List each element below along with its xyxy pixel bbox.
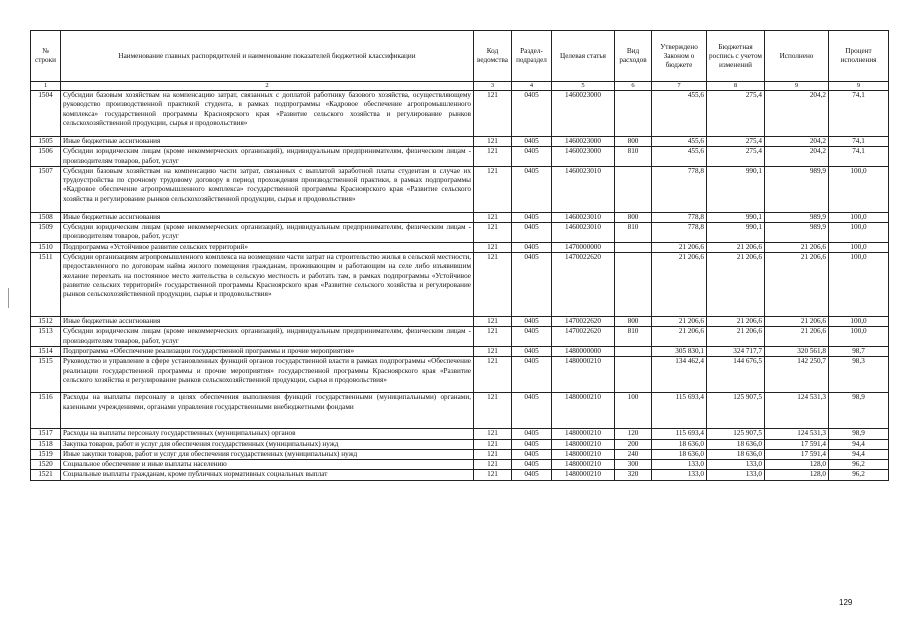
row-target: 1460023010 — [552, 212, 615, 222]
row-executed: 204,2 — [765, 147, 829, 167]
row-schedule: 324 717,7 — [707, 346, 765, 356]
row-exp-type — [615, 166, 652, 212]
row-executed: 128,0 — [765, 470, 829, 480]
row-number: 1518 — [31, 439, 61, 449]
row-number: 1516 — [31, 393, 61, 429]
row-number: 1506 — [31, 147, 61, 167]
row-schedule: 21 206,6 — [707, 317, 765, 327]
row-section: 0405 — [512, 223, 552, 243]
page-number: 129 — [839, 598, 853, 607]
row-number: 1511 — [31, 253, 61, 317]
row-executed: 128,0 — [765, 460, 829, 470]
row-dept-code: 121 — [474, 137, 512, 147]
column-number: 6 — [615, 82, 652, 91]
row-executed: 320 561,8 — [765, 346, 829, 356]
row-exp-type — [615, 357, 652, 393]
budget-table — [30, 30, 889, 481]
row-dept-code: 121 — [474, 470, 512, 480]
row-name: Субсидии юридическим лицам (кроме некоммерческих организаций), индивидуальным предпринимателям, физическим лицам - производителям товаров, работ, услуг — [61, 147, 474, 167]
row-dept-code: 121 — [474, 393, 512, 429]
row-section: 0405 — [512, 357, 552, 393]
row-percent: 94,4 — [829, 439, 889, 449]
table-row — [31, 327, 889, 347]
row-approved: 18 636,0 — [652, 439, 707, 449]
row-name: Подпрограмма «Обеспечение реализации государственной программы и прочие мероприятия» — [61, 346, 474, 356]
row-target: 1480000210 — [552, 429, 615, 439]
row-executed: 17 591,4 — [765, 449, 829, 459]
row-executed: 21 206,6 — [765, 327, 829, 347]
row-schedule: 990,1 — [707, 223, 765, 243]
row-name: Иные бюджетные ассигнования — [61, 212, 474, 222]
row-percent: 100,0 — [829, 242, 889, 252]
row-target: 1480000210 — [552, 393, 615, 429]
table-row — [31, 91, 889, 137]
row-number: 1517 — [31, 429, 61, 439]
table-row — [31, 393, 889, 429]
row-section: 0405 — [512, 393, 552, 429]
row-dept-code: 121 — [474, 357, 512, 393]
column-number: 5 — [552, 82, 615, 91]
table-row — [31, 137, 889, 147]
row-target: 1480000210 — [552, 449, 615, 459]
row-name: Субсидии юридическим лицам (кроме некоммерческих организаций), индивидуальным предпринимателям, физическим лицам - производителям товаров, работ, услуг — [61, 327, 474, 347]
row-dept-code: 121 — [474, 147, 512, 167]
row-schedule: 275,4 — [707, 91, 765, 137]
column-number: 3 — [474, 82, 512, 91]
row-name: Социальные выплаты гражданам, кроме публичных нормативных социальных выплат — [61, 470, 474, 480]
row-number: 1513 — [31, 327, 61, 347]
row-target: 1470022620 — [552, 317, 615, 327]
row-executed: 21 206,6 — [765, 317, 829, 327]
column-number: 9 — [765, 82, 829, 91]
row-dept-code: 121 — [474, 429, 512, 439]
row-executed: 204,2 — [765, 137, 829, 147]
row-approved: 115 693,4 — [652, 429, 707, 439]
row-percent: 74,1 — [829, 147, 889, 167]
row-exp-type: 810 — [615, 223, 652, 243]
row-executed: 124 531,3 — [765, 429, 829, 439]
table-row — [31, 242, 889, 252]
header-exp-type: Вид расходов — [615, 31, 652, 82]
row-number: 1514 — [31, 346, 61, 356]
row-name: Расходы на выплаты персоналу в целях обеспечения выполнения функций государственными (муниципальными) органами, казенными учреждениями, органами управления государственными внебюджетными фондами — [61, 393, 474, 429]
row-number: 1515 — [31, 357, 61, 393]
header-row-no: № строки — [31, 31, 61, 82]
header-target: Целевая статья — [552, 31, 615, 82]
column-number: 7 — [652, 82, 707, 91]
table-row — [31, 253, 889, 317]
row-percent: 100,0 — [829, 212, 889, 222]
row-name: Субсидии базовым хозяйствам на компенсацию части затрат, связанных с выплатой заработной платы студентам в случае их трудоустройства по срочному трудовому договору в период прохождения производственной практики, в рамках подпрограммы «Кадровое обеспечение агропромышленного комплекса» государственной программы Красноярского края «Развитие сельского хозяйства и регулирование рынков сельскохозяйственной продукции, сырья и продовольствия» — [61, 166, 474, 212]
row-number: 1508 — [31, 212, 61, 222]
row-schedule: 21 206,6 — [707, 327, 765, 347]
row-percent: 74,1 — [829, 91, 889, 137]
row-name: Иные закупки товаров, работ и услуг для обеспечения государственных (муниципальных) нужд — [61, 449, 474, 459]
row-name: Социальное обеспечение и иные выплаты населению — [61, 460, 474, 470]
row-schedule: 21 206,6 — [707, 253, 765, 317]
row-target: 1480000210 — [552, 470, 615, 480]
row-name: Иные бюджетные ассигнования — [61, 137, 474, 147]
row-target: 1480000210 — [552, 439, 615, 449]
row-exp-type — [615, 346, 652, 356]
row-section: 0405 — [512, 470, 552, 480]
row-exp-type: 810 — [615, 327, 652, 347]
row-executed: 21 206,6 — [765, 242, 829, 252]
header-name: Наименование главных распорядителей и наименование показателей бюджетной классификации — [61, 31, 474, 82]
column-number: 4 — [512, 82, 552, 91]
row-approved: 305 830,1 — [652, 346, 707, 356]
row-executed: 124 531,3 — [765, 393, 829, 429]
row-exp-type: 240 — [615, 449, 652, 459]
row-name: Субсидии базовым хозяйствам на компенсацию затрат, связанных с доплатой работнику базового хозяйства, осуществляющему руководство производственной практикой студента, в рамках подпрограммы «Кадровое обеспечение агропромышленного комплекса» государственной программы Красноярского края «Развитие сельского хозяйства и регулирование рынков сельскохозяйственной продукции, сырья и продовольствия» — [61, 91, 474, 137]
row-executed: 17 591,4 — [765, 439, 829, 449]
row-dept-code: 121 — [474, 327, 512, 347]
row-executed: 21 206,6 — [765, 253, 829, 317]
row-schedule: 125 907,5 — [707, 393, 765, 429]
table-row — [31, 460, 889, 470]
column-number: 8 — [707, 82, 765, 91]
column-number: 1 — [31, 82, 61, 91]
row-number: 1520 — [31, 460, 61, 470]
row-dept-code: 121 — [474, 223, 512, 243]
row-exp-type: 200 — [615, 439, 652, 449]
row-section: 0405 — [512, 327, 552, 347]
row-dept-code: 121 — [474, 212, 512, 222]
header-section: Раздел-подраздел — [512, 31, 552, 82]
row-schedule: 125 907,5 — [707, 429, 765, 439]
table-row — [31, 346, 889, 356]
header-dept-code: Код ведомства — [474, 31, 512, 82]
row-percent: 98,9 — [829, 393, 889, 429]
row-name: Закупка товаров, работ и услуг для обеспечения государственных (муниципальных) нужд — [61, 439, 474, 449]
row-exp-type: 120 — [615, 429, 652, 439]
row-dept-code: 121 — [474, 346, 512, 356]
row-dept-code: 121 — [474, 439, 512, 449]
row-target: 1460023000 — [552, 147, 615, 167]
row-exp-type: 300 — [615, 460, 652, 470]
row-target: 1470022620 — [552, 327, 615, 347]
row-target: 1460023010 — [552, 223, 615, 243]
row-dept-code: 121 — [474, 91, 512, 137]
row-name: Иные бюджетные ассигнования — [61, 317, 474, 327]
row-percent: 100,0 — [829, 253, 889, 317]
row-section: 0405 — [512, 166, 552, 212]
row-approved: 778,8 — [652, 223, 707, 243]
row-number: 1510 — [31, 242, 61, 252]
table-row — [31, 223, 889, 243]
row-section: 0405 — [512, 439, 552, 449]
row-approved: 134 462,4 — [652, 357, 707, 393]
header-approved: Утверждено Законом о бюджете — [652, 31, 707, 82]
row-schedule: 275,4 — [707, 147, 765, 167]
row-target: 1480000000 — [552, 346, 615, 356]
table-row — [31, 166, 889, 212]
row-number: 1507 — [31, 166, 61, 212]
row-section: 0405 — [512, 253, 552, 317]
row-section: 0405 — [512, 449, 552, 459]
row-section: 0405 — [512, 346, 552, 356]
row-percent: 100,0 — [829, 223, 889, 243]
row-dept-code: 121 — [474, 449, 512, 459]
row-dept-code: 121 — [474, 253, 512, 317]
table-body — [31, 91, 889, 481]
row-number: 1512 — [31, 317, 61, 327]
row-approved: 455,6 — [652, 147, 707, 167]
row-exp-type — [615, 253, 652, 317]
row-section: 0405 — [512, 317, 552, 327]
row-schedule: 144 676,5 — [707, 357, 765, 393]
row-exp-type: 810 — [615, 147, 652, 167]
row-percent: 96,2 — [829, 470, 889, 480]
row-approved: 21 206,6 — [652, 253, 707, 317]
row-target: 1470000000 — [552, 242, 615, 252]
row-number: 1521 — [31, 470, 61, 480]
row-section: 0405 — [512, 137, 552, 147]
row-approved: 778,8 — [652, 212, 707, 222]
row-approved: 21 206,6 — [652, 317, 707, 327]
row-dept-code: 121 — [474, 317, 512, 327]
row-percent: 98,9 — [829, 429, 889, 439]
row-exp-type — [615, 91, 652, 137]
table-row — [31, 449, 889, 459]
row-target: 1480000210 — [552, 357, 615, 393]
row-percent: 94,4 — [829, 449, 889, 459]
row-schedule: 21 206,6 — [707, 242, 765, 252]
row-executed: 989,9 — [765, 223, 829, 243]
column-number: 2 — [61, 82, 474, 91]
row-schedule: 990,1 — [707, 166, 765, 212]
row-approved: 455,6 — [652, 91, 707, 137]
table-row — [31, 470, 889, 480]
row-percent: 100,0 — [829, 317, 889, 327]
table-row — [31, 357, 889, 393]
table-row — [31, 317, 889, 327]
row-dept-code: 121 — [474, 166, 512, 212]
row-executed: 989,9 — [765, 166, 829, 212]
row-approved: 18 636,0 — [652, 449, 707, 459]
row-approved: 778,8 — [652, 166, 707, 212]
table-row — [31, 212, 889, 222]
row-schedule: 133,0 — [707, 470, 765, 480]
row-target: 1480000210 — [552, 460, 615, 470]
row-exp-type: 800 — [615, 212, 652, 222]
row-name: Субсидии организациям агропромышленного комплекса на возмещение части затрат на строительство жилья в сельской местности, предоставленного по договорам найма жилого помещения гражданам, проживающим и работающим на селе либо изъявившим желание переехать на постоянное место жительства в сельскую местность и работать там, в рамках подпрограммы «Устойчивое развитие сельских территорий» государственной программы Красноярского края «Развитие сельского хозяйства и регулирование рынков сельскохозяйственной продукции, сырья и продовольствия» — [61, 253, 474, 317]
header-schedule: Бюджетная роспись с учетом изменений — [707, 31, 765, 82]
row-schedule: 275,4 — [707, 137, 765, 147]
row-executed: 204,2 — [765, 91, 829, 137]
row-percent: 98,7 — [829, 346, 889, 356]
row-schedule: 18 636,0 — [707, 449, 765, 459]
row-section: 0405 — [512, 91, 552, 137]
margin-mark — [8, 288, 9, 308]
column-number-row — [31, 82, 889, 91]
row-target: 1460023000 — [552, 137, 615, 147]
row-dept-code: 121 — [474, 460, 512, 470]
row-number: 1505 — [31, 137, 61, 147]
row-schedule: 18 636,0 — [707, 439, 765, 449]
row-target: 1460023000 — [552, 91, 615, 137]
row-approved: 455,6 — [652, 137, 707, 147]
table-row — [31, 439, 889, 449]
row-exp-type — [615, 242, 652, 252]
row-name: Руководство и управление в сфере установленных функций органов государственной власти в рамках подпрограммы «Обеспечение реализации государственной программы и прочие мероприятия» государственной программы Красноярского края «Развитие сельского хозяйства и регулирование рынков сельскохозяйственной продукции, сырья и продовольствия» — [61, 357, 474, 393]
row-percent: 100,0 — [829, 166, 889, 212]
row-dept-code: 121 — [474, 242, 512, 252]
row-section: 0405 — [512, 147, 552, 167]
row-approved: 21 206,6 — [652, 242, 707, 252]
row-approved: 21 206,6 — [652, 327, 707, 347]
row-approved: 115 693,4 — [652, 393, 707, 429]
row-percent: 96,2 — [829, 460, 889, 470]
row-target: 1470022620 — [552, 253, 615, 317]
row-exp-type: 800 — [615, 137, 652, 147]
row-approved: 133,0 — [652, 460, 707, 470]
row-section: 0405 — [512, 429, 552, 439]
row-schedule: 133,0 — [707, 460, 765, 470]
row-target: 1460023010 — [552, 166, 615, 212]
header-executed: Исполнено — [765, 31, 829, 82]
row-exp-type: 800 — [615, 317, 652, 327]
column-number: 9 — [829, 82, 889, 91]
row-schedule: 990,1 — [707, 212, 765, 222]
row-approved: 133,0 — [652, 470, 707, 480]
table-header-row — [31, 31, 889, 82]
header-percent: Процент исполнения — [829, 31, 889, 82]
row-name: Субсидии юридическим лицам (кроме некоммерческих организаций), индивидуальным предпринимателям, физическим лицам - производителям товаров, работ, услуг — [61, 223, 474, 243]
row-exp-type: 320 — [615, 470, 652, 480]
row-number: 1504 — [31, 91, 61, 137]
row-percent: 98,3 — [829, 357, 889, 393]
row-number: 1509 — [31, 223, 61, 243]
row-percent: 74,1 — [829, 137, 889, 147]
row-name: Подпрограмма «Устойчивое развитие сельских территорий» — [61, 242, 474, 252]
row-percent: 100,0 — [829, 327, 889, 347]
row-number: 1519 — [31, 449, 61, 459]
row-section: 0405 — [512, 212, 552, 222]
row-executed: 989,9 — [765, 212, 829, 222]
row-section: 0405 — [512, 242, 552, 252]
row-executed: 142 250,7 — [765, 357, 829, 393]
row-section: 0405 — [512, 460, 552, 470]
table-row — [31, 147, 889, 167]
table-row — [31, 429, 889, 439]
row-name: Расходы на выплаты персоналу государственных (муниципальных) органов — [61, 429, 474, 439]
row-exp-type: 100 — [615, 393, 652, 429]
